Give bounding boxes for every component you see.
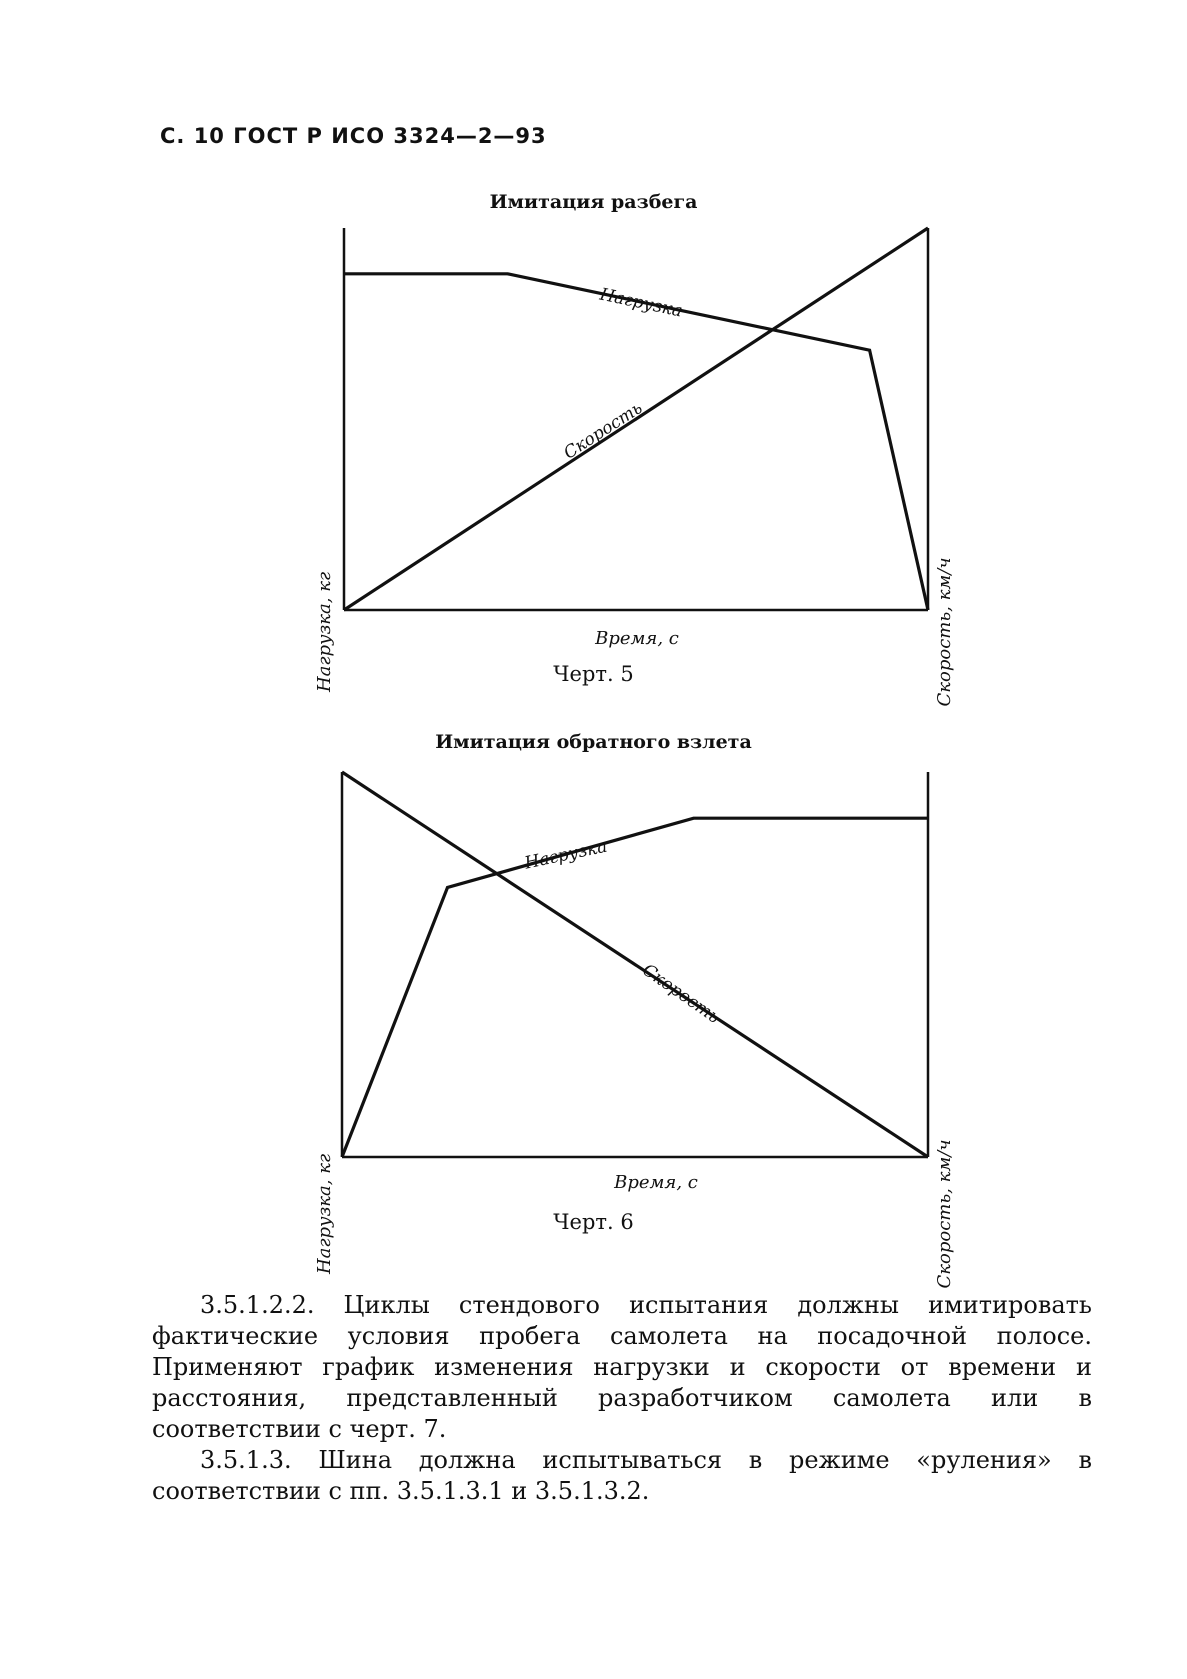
page-header: С. 10 ГОСТ Р ИСО 3324—2—93 bbox=[160, 124, 547, 148]
series-line-speed bbox=[342, 772, 928, 1157]
chart-2-caption: Черт. 6 bbox=[553, 1210, 634, 1234]
chart-1-caption: Черт. 5 bbox=[553, 662, 634, 686]
paragraph-3-5-1-3: 3.5.1.3. Шина должна испытываться в режиме «руления» в соответствии с пп. 3.5.1.3.1 и 3.5.1.3.2. bbox=[152, 1446, 1092, 1505]
chart-1-ylabel-right: Скорость, км/ч bbox=[934, 557, 955, 707]
body-text bbox=[152, 1290, 1092, 1507]
chart-1-title: Имитация разбега bbox=[489, 191, 698, 213]
chart-2-title: Имитация обратного взлета bbox=[435, 731, 752, 753]
chart-2-ylabel-right: Скорость, км/ч bbox=[934, 1139, 955, 1289]
chart-1-speed-label: Скорость bbox=[560, 398, 647, 464]
paragraph-3-5-1-2-2: 3.5.1.2.2. Циклы стендового испытания должны имитировать фактические условия пробега самолета на посадочной полосе. Применяют график изменения нагрузки и скорости от времени и расстояния, представленный разработчиком самолета или в соответствии с черт. 7. bbox=[152, 1291, 1092, 1443]
chart-2-load-label: Нагрузка bbox=[522, 836, 610, 874]
chart-2-ylabel-left: Нагрузка, кг bbox=[314, 1153, 335, 1275]
chart-2-speed-label: Скорость bbox=[638, 960, 724, 1028]
chart-1-load-label: Нагрузка bbox=[597, 284, 685, 322]
chart-2-marks bbox=[342, 772, 928, 1157]
chart-2-xlabel: Время, с bbox=[614, 1172, 698, 1193]
chart-1-xlabel: Время, с bbox=[595, 628, 679, 649]
series-line-load bbox=[344, 274, 928, 610]
chart-1-ylabel-left: Нагрузка, кг bbox=[314, 571, 335, 693]
series-line-load bbox=[342, 818, 928, 1157]
